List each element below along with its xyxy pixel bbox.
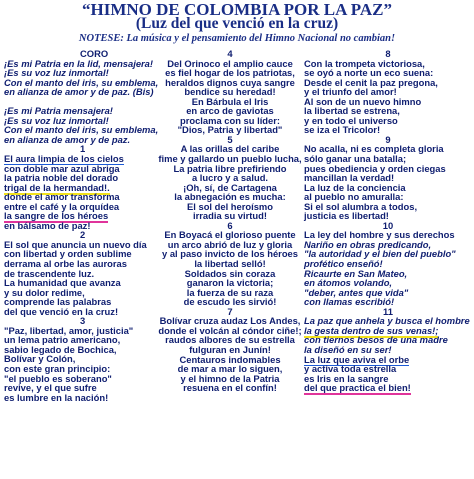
verse-line: A las orillas del caribe [180,143,280,155]
verse-line: No acalla, ni es completa gloria [304,143,444,155]
verse-line: la gesta dentro de sus venas!; [304,324,439,336]
verse-line: bendice su heredad! [184,86,276,98]
verse-line: El sol del heroísmo [187,200,273,212]
verse-line: Soldados sin coraza [184,267,276,279]
verse-line: con libertad y orden sublime [4,248,132,260]
verse-line: heraldos dignos cuya sangre [165,76,295,88]
verse-line: El aura limpia de los cielos [4,152,124,164]
verse-line: y su dolor redime, [4,286,85,298]
column-1 [4,48,159,403]
verse-line: Ricaurte en San Mateo, [304,267,408,279]
verse-line: justicia es libertad! [304,210,389,222]
verse-line: comprende las palabras [4,296,112,308]
verse-line: se iza el Tricolor! [304,124,381,136]
stanza-heading: 1 [80,143,86,155]
verse-line: al pueblo no amuralla: [304,191,404,203]
verse-line: fulguran en Junín! [189,343,271,355]
verse-line: y el triunfo del amor! [304,86,397,98]
verse-line: se oyó a norte un eco suena: [304,67,434,79]
verse-line: ganaron la victoria; [186,277,274,289]
verse-line: "el pueblo es soberano" [4,372,112,384]
verse-line: la abnegación es mucha: [174,191,286,203]
page-title: “HIMNO DE COLOMBIA POR LA PAZ” [82,0,392,19]
stanza-heading: 2 [80,229,86,241]
verse-line: sabio legado de Bochica, [4,343,117,355]
verse-line: profético enseñó! [304,258,383,270]
verse-line: un lema patrio americano, [4,334,121,346]
stanza-heading: 5 [227,133,233,145]
verse-line: y el himno de la Patria [180,372,280,384]
verse-line: sólo ganar una batalla; [304,153,407,165]
verse-line: la fuerza de su raza [186,286,274,298]
verse-line: ¡Es mi Patria en la lid, mensajera! [4,57,154,69]
verse-line: un arco abrió de luz y gloria [167,238,293,250]
verse-line: El sol que anuncia un nuevo día [4,238,147,250]
verse-line: Con la trompeta victoriosa, [304,57,425,69]
column-3 [304,49,472,393]
verse-line: Con el manto del iris, su emblema, [4,124,159,136]
verse-line: de escudo les sirvió! [183,296,277,308]
verse-line: Nariño en obras predicando, [304,238,432,250]
verse-line: "Paz, libertad, amor, justicia" [4,324,134,336]
stanza-heading: 8 [385,48,391,59]
stanza-heading: 4 [227,48,233,59]
verse-line: irradia su virtud! [193,210,267,222]
verse-line: la libertad selló! [194,258,266,270]
verse-line: en alianza de amor y de paz. (Bis) [4,86,154,98]
verse-line: "deber, antes que vida" [304,286,409,298]
subtitle-text: (Luz del que venció en la cruz) [135,15,339,32]
verse-line: La luz que aviva el orbe [304,353,410,365]
verse-line: ¡Oh, sí, de Cartagena [183,181,277,193]
verse-line: y activa toda estrella [304,363,397,375]
verse-line: donde el volcán al cóndor ciñe!; [158,324,302,336]
verse-line: ¡Es mi Patria mensajera! [4,105,113,117]
verse-line: raudos albores de su estrella [165,334,295,346]
verse-line: con tiernos besos de una madre [304,334,448,346]
verse-line: revive, y el que sufre [4,382,97,394]
stanza-heading: 9 [385,133,391,145]
verse-line: La luz de la conciencia [304,181,406,193]
verse-line: En Boyacá el glorioso puente [164,229,296,241]
page-subtitle [0,16,474,32]
verse-line: en alianza de amor y de paz. [4,133,131,145]
verse-line: de trascendente luz. [4,267,95,279]
verse-line: en arco de gaviotas [186,105,274,117]
verse-line: con llamas escribió! [304,296,395,308]
verse-line: con este gran principio: [4,363,111,374]
verse-line: La patria libre prefiriendo [173,162,287,174]
verse-line: a lucro y a salud. [191,172,269,184]
verse-line: en átomos volando, [304,277,393,289]
verse-line: "Dios, Patria y libertad" [177,124,283,136]
verse-line: con doble mar azul abriga [4,162,120,174]
verse-line: la sangre de los héroes [4,210,109,222]
verse-line: es Iris en la sangre [304,372,389,384]
verse-line: Centauros indomables [179,353,281,365]
verse-line: pues obediencia y orden ciegas [304,162,446,174]
column-2 [155,49,305,393]
verse-line: del que venció en la cruz! [4,305,119,317]
verse-line: derrama al orbe las auroras [4,257,127,269]
verse-line: de mar a mar lo siguen, [177,363,283,375]
verse-line: mancillan la verdad! [304,172,395,184]
verse-line: es fiel hogar de los patriotas, [165,67,295,79]
stanza-heading: 3 [80,315,86,327]
note-text: NOTESE: La música y el pensamiento del Himno Nacional no cambian! [78,33,396,44]
verse-line: La ley del hombre y sus derechos [304,229,455,241]
stanza-heading: CORO [80,48,109,59]
verse-line: Bolívar y Colón, [4,353,76,365]
verse-line: Del Orinoco el amplio cauce [167,57,293,69]
verse-line: resuena en el confín! [183,382,277,394]
stanza-heading: 7 [227,305,233,317]
stanza-heading: 11 [383,305,393,317]
verse-line: ¡Es su voz luz inmortal! [4,114,109,126]
verse-line: y en todo el universo [304,114,398,126]
verse-line: fime y gallardo un pueblo lucha, [158,153,302,165]
verse-line: Bolívar cruza audaz Los Andes, [159,315,301,327]
verse-line: la patria noble del dorado [4,172,119,184]
verse-line: La humanidad que avanza [4,277,121,289]
verse-line: y al paso invicto de los héroes [162,248,298,260]
verse-line: la libertad se estrena, [304,105,400,117]
verse-line: Al son de un nuevo himno [304,95,422,107]
verse-line: donde el amor transforma [4,191,120,203]
verse-line: en bálsamo de paz! [4,219,91,231]
verse-line: Desde el cenit la paz pregona, [304,76,438,88]
verse-line: La paz que anhela y busca el hombre [304,315,470,327]
verse-line: trigal de la hermandad!. [4,181,110,193]
verse-line: del que practica el bien! [304,382,411,394]
verse-line: la diseñó en su ser! [304,343,392,355]
verse-line: En Bárbula el Iris [191,95,269,107]
verse-line: Si el sol alumbra a todos, [304,200,418,212]
stanza-heading: 10 [382,219,394,231]
verse-line: "la autoridad y el bien del pueblo" [304,248,456,260]
verse-line: Con el manto del iris, su emblema, [4,76,159,88]
stanza-heading: 6 [227,219,233,231]
verse-line: ¡Es su voz luz inmortal! [4,67,109,79]
verse-line: proclama con su líder: [179,114,281,126]
verse-line: es lumbre en la nación! [4,391,109,403]
verse-line: entre el café y la orquídea [4,200,120,212]
